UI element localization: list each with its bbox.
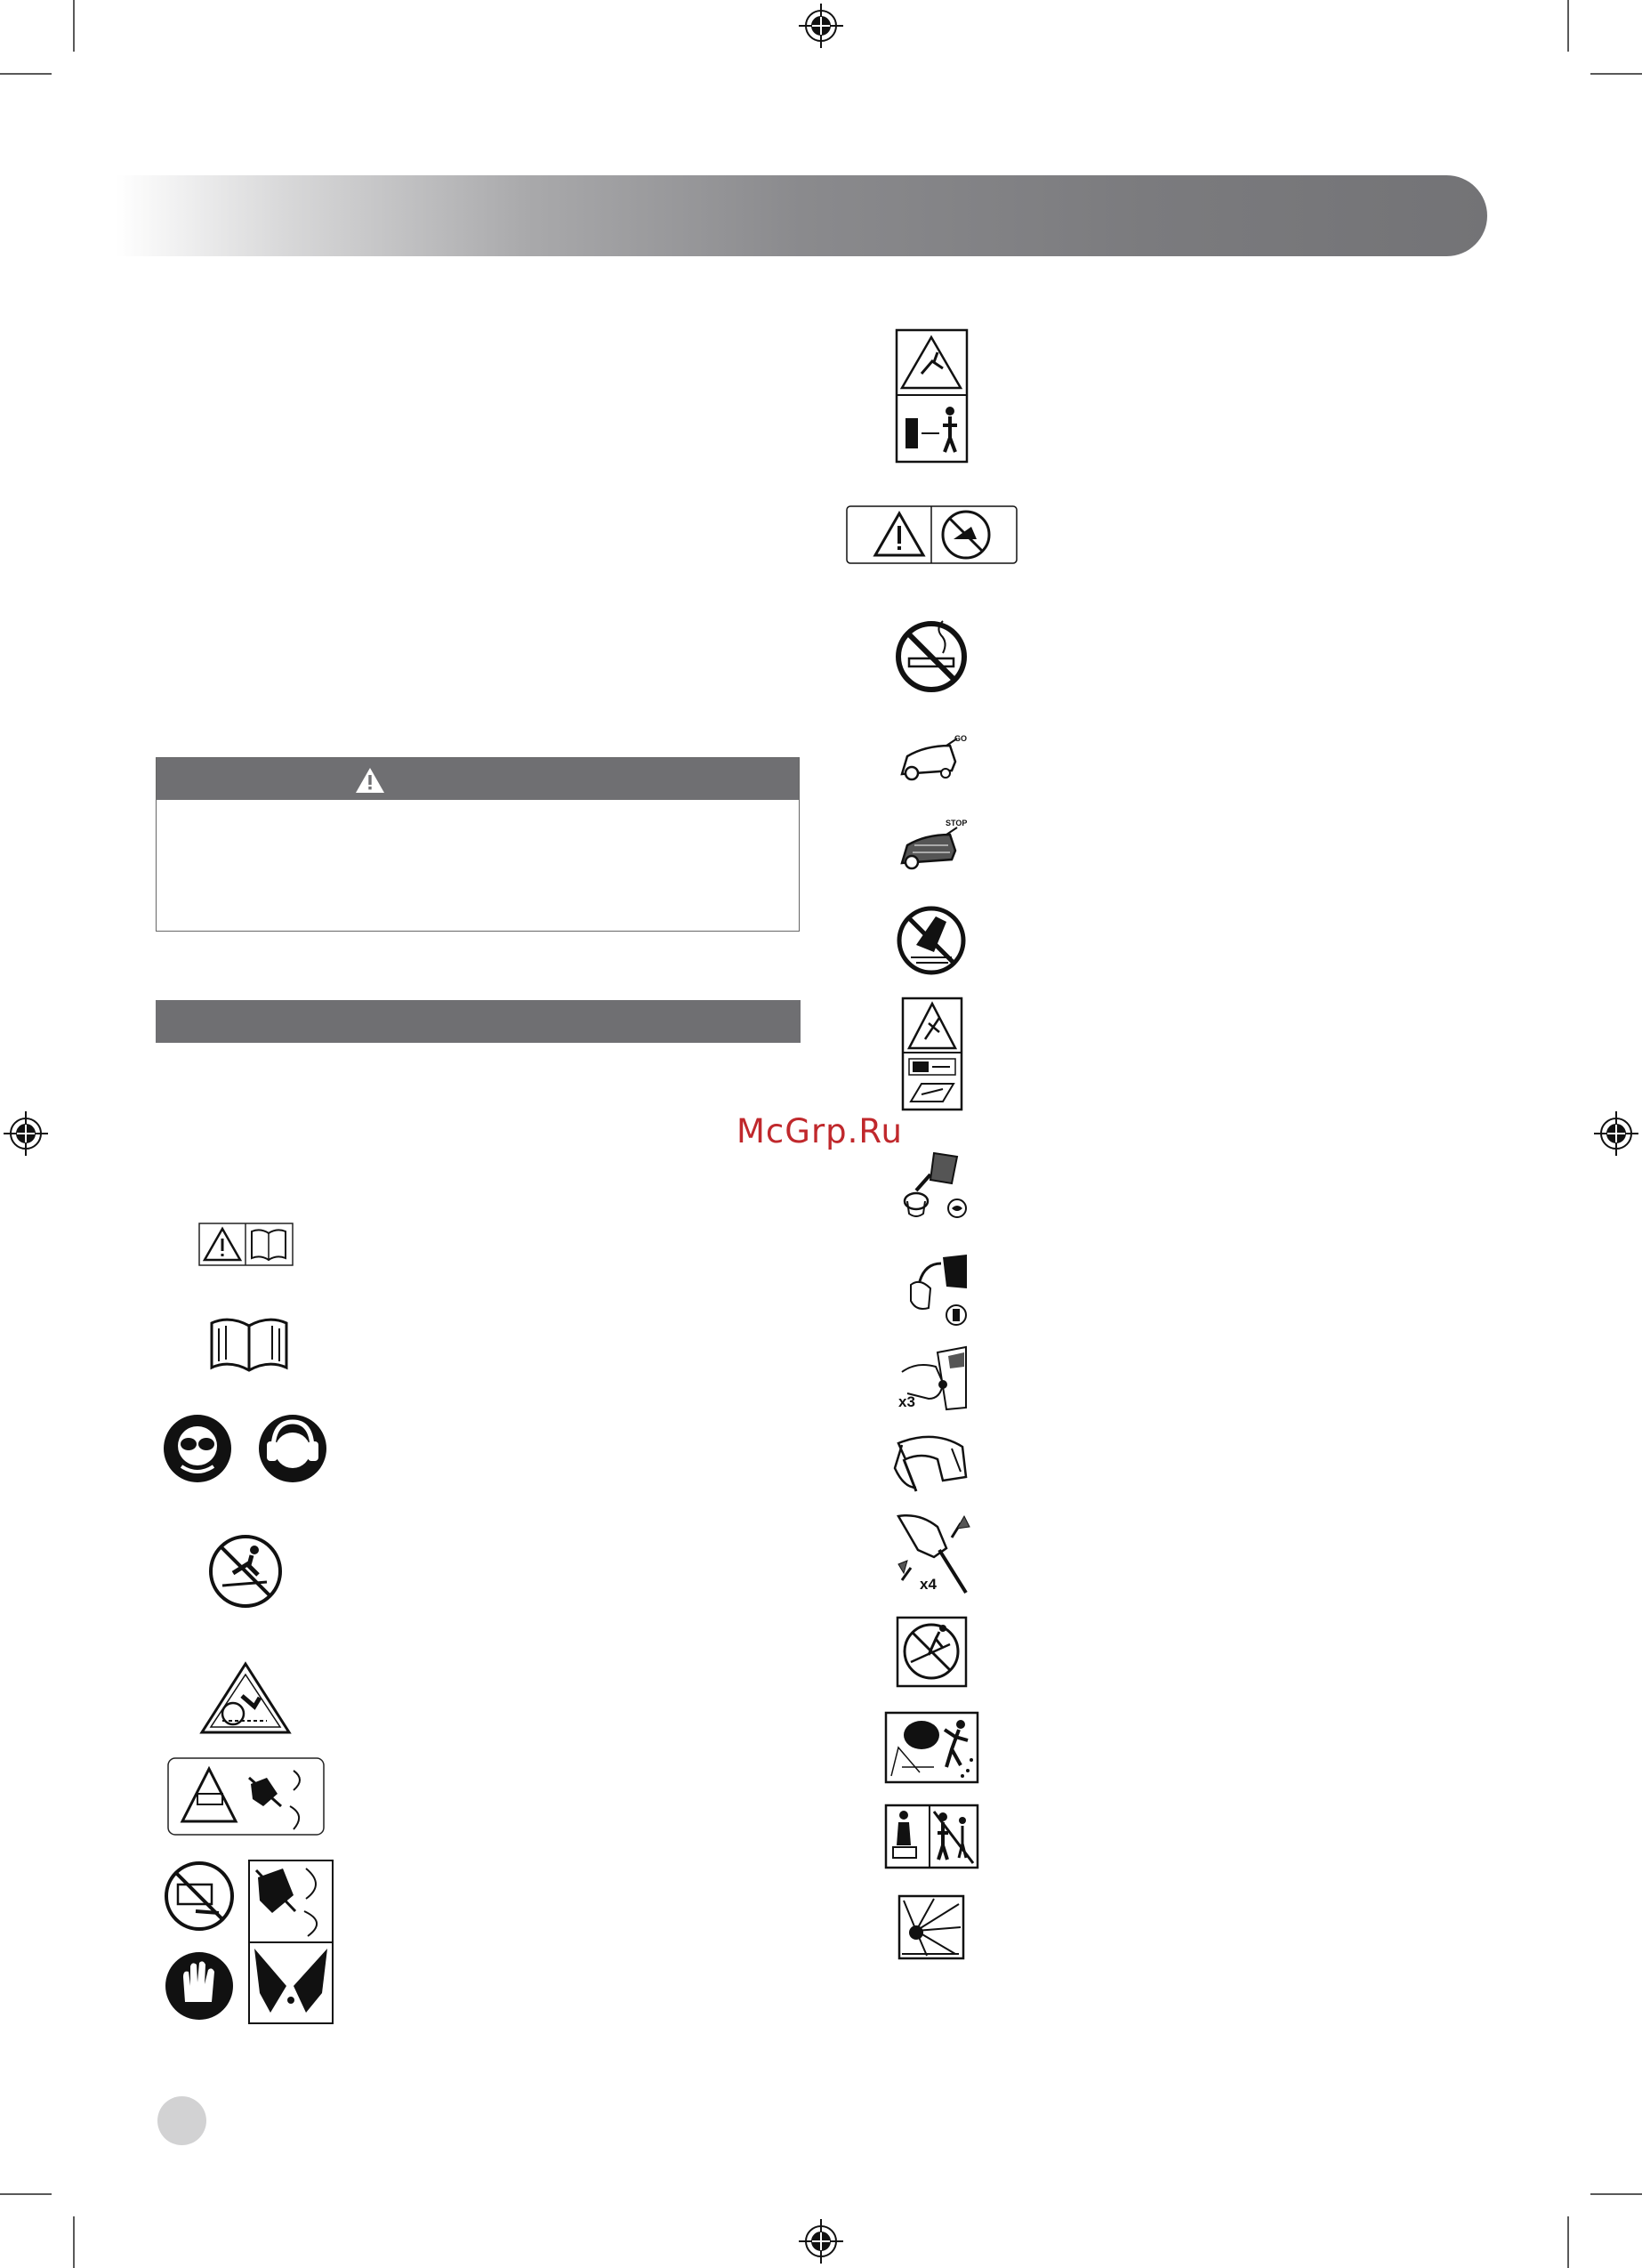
- keep-children-away-icon: [886, 1805, 978, 1868]
- no-touch-hot-surface-icon: [899, 908, 963, 973]
- thrown-objects-keep-distance-icon: [897, 330, 967, 462]
- fill-fuel-icon: [911, 1255, 967, 1325]
- mower-go-icon: [902, 739, 957, 779]
- warning-no-hot-surface-icon: [847, 506, 1017, 563]
- hold-handle-icon: [895, 1437, 966, 1491]
- mower-stop-icon: [902, 827, 957, 868]
- page-number-marker: [157, 2096, 206, 2145]
- no-slope-mowing-icon: [897, 1618, 966, 1686]
- check-oil-icon: [905, 1153, 966, 1217]
- disconnect-spark-plug-icon: [903, 998, 962, 1110]
- primer-count-label: x3: [898, 1393, 915, 1410]
- pull-count-label: x4: [920, 1576, 937, 1593]
- go-label: GO: [954, 734, 968, 743]
- stop-label: STOP: [946, 819, 968, 827]
- no-smoking-icon: [898, 621, 964, 690]
- explosion-hazard-icon: [899, 1896, 963, 1958]
- watermark: McGrp.Ru: [736, 1112, 903, 1150]
- thrown-debris-icon: [886, 1713, 978, 1782]
